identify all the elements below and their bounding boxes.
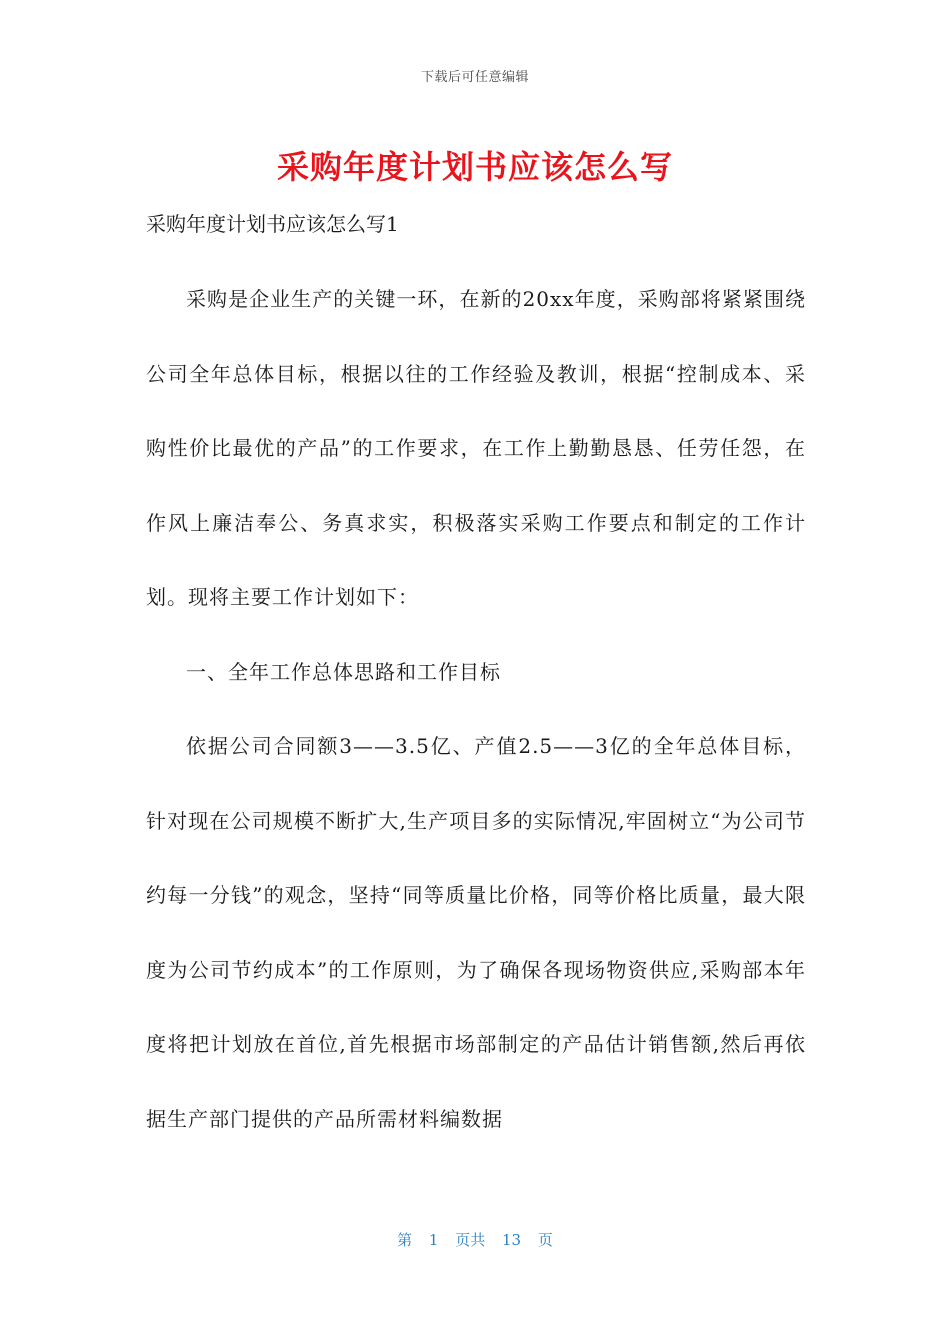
paragraph-goals: 依据公司合同额3——3.5亿、产值2.5——3亿的全年总体目标，针对现在公司规模不断扩大,生产项目多的实际情况,牢固树立“为公司节约每一分钱”的观念，坚持“同等质量比价格，同等价格比质量，最大限度为公司节约成本”的工作原则，为了确保各现场物资供应,采购部本年度将把计划放在首位,首先根据市场部制定的产品估计销售额,然后再依据生产部门提供的产品所需材料编数据 — [146, 734, 806, 1131]
footer-suffix: 页 — [537, 1231, 553, 1249]
footer-page-current: 1 — [428, 1231, 439, 1249]
document-body — [146, 262, 806, 1156]
footer-page-total: 13 — [502, 1231, 522, 1249]
document-subtitle: 采购年度计划书应该怎么写1 — [146, 212, 399, 236]
paragraph-intro: 采购是企业生产的关键一环，在新的20xx年度，采购部将紧紧围绕公司全年总体目标，根据以往的工作经验及教训，根据“控制成本、采购性价比最优的产品”的工作要求，在工作上勤勤恳恳、任劳任怨，在作风上廉洁奉公、务真求实，积极落实采购工作要点和制定的工作计划。现将主要工作计划如下： — [146, 287, 806, 609]
page-header — [0, 66, 950, 85]
document-title: 采购年度计划书应该怎么写 — [276, 148, 673, 186]
footer-prefix: 第 — [397, 1231, 413, 1249]
footer-mid: 页共 — [455, 1231, 486, 1249]
header-text: 下载后可任意编辑 — [420, 70, 529, 85]
section-heading: 一、全年工作总体思路和工作目标 — [186, 659, 501, 684]
page-footer — [0, 1229, 950, 1250]
